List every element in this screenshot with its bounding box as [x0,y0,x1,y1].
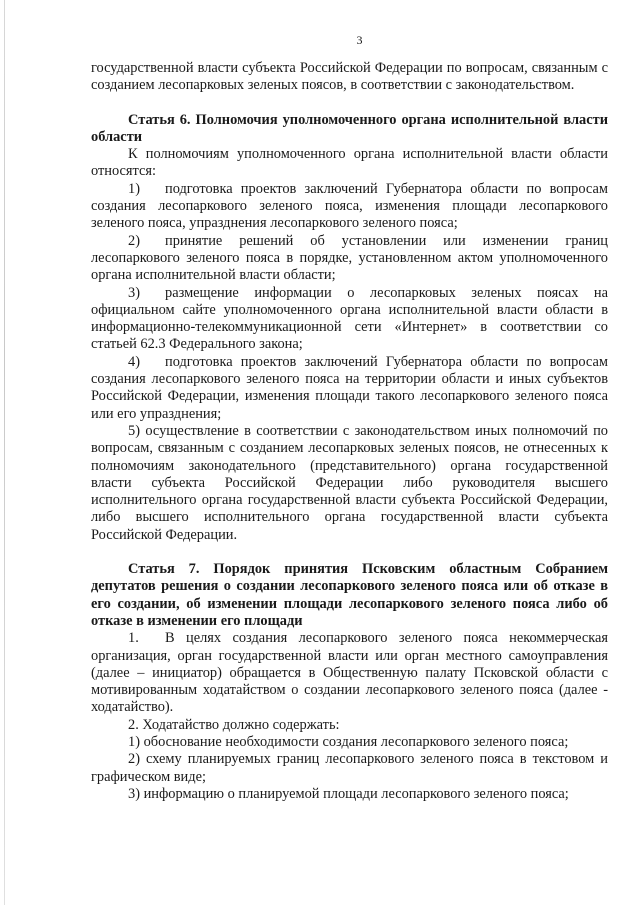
article-7-subitem-2: 2) схему планируемых границ лесопаркового зеленого пояса в текстовом и графическом виде; [91,751,608,785]
item-number: 4) [128,353,140,370]
page-number: 3 [356,33,363,47]
article-6-lead: К полномочиям уполномоченного органа исполнительной власти области относятся: [91,146,608,180]
item-text: принятие решений об установлении или изменении границ лесопаркового зеленого пояса в порядке, установленном актом уполномоченного органа исполнительной власти области; [91,232,608,284]
intro-continuation: государственной власти субъекта Российской Федерации по вопросам, связанным с созданием лесопарковых зеленых поясов, в соответствии с законодательством. [91,60,608,94]
item-number: 5) [128,422,140,439]
article-6-item-2 [91,233,608,285]
scan-edge [4,0,5,905]
article-6-item-5 [91,423,608,544]
item-text: размещение информации о лесопарковых зеленых поясах на официальном сайте уполномоченного органа исполнительной власти области в информационно-телекоммуникационной сети «Интернет» в соответствии со статьей 62.3 Федерального закона; [91,284,608,353]
article-6-item-4 [91,354,608,423]
article-7-heading: Статья 7. Порядок принятия Псковским областным Собранием депутатов решения о создании лесопаркового зеленого пояса или об отказе в его создании, об изменении площади лесопаркового зеленого пояса либо об отказе в изменении его площади [91,561,608,629]
item-number: 2) [128,232,140,249]
item-text: подготовка проектов заключений Губернатора области по вопросам создания лесопаркового зеленого пояса на территории области и иных субъектов Российской Федерации, изменения площади такого лесопаркового зеленого пояса или его упразднения; [91,353,608,422]
paragraph-number: 1. [128,630,139,647]
item-text: осуществление в соответствии с законодательством иных полномочий по вопросам, связанным с созданием лесопарковых зеленых поясов, не отнесенных к полномочиям законодательного (представительного) органа государственной власти субъекта Российской Федерации либо руководителя высшего исполнительного органа государственной власти субъекта Российской Федерации, либо высшего исполнительного органа государственной власти субъекта Российской Федерации. [91,422,608,543]
article-6-heading: Статья 6. Полномочия уполномоченного органа исполнительной власти области [91,111,608,145]
article-7-subitem-3: 3) информацию о планируемой площади лесопаркового зеленого пояса; [128,785,569,802]
article-6-item-3 [91,285,608,354]
item-text: подготовка проектов заключений Губернатора области по вопросам создания лесопаркового зеленого пояса, изменения площади лесопаркового зеленого пояса, упразднения лесопаркового зеленого пояса; [91,180,608,232]
item-number: 3) [128,284,140,301]
item-number: 1) [128,180,140,197]
article-7-subitem-1: 1) обоснование необходимости создания лесопаркового зеленого пояса; [128,733,569,750]
article-7-paragraph-1 [91,630,608,716]
article-6-item-1 [91,181,608,233]
paragraph-text: В целях создания лесопаркового зеленого пояса некоммерческая организация, орган государственной власти или орган местного самоуправления (далее – инициатор) обращается в Общественную палату Псковской области с мотивированным ходатайством о создании лесопаркового зеленого пояса (далее - ходатайство). [91,630,608,716]
article-7-paragraph-2: 2. Ходатайство должно содержать: [128,716,340,733]
